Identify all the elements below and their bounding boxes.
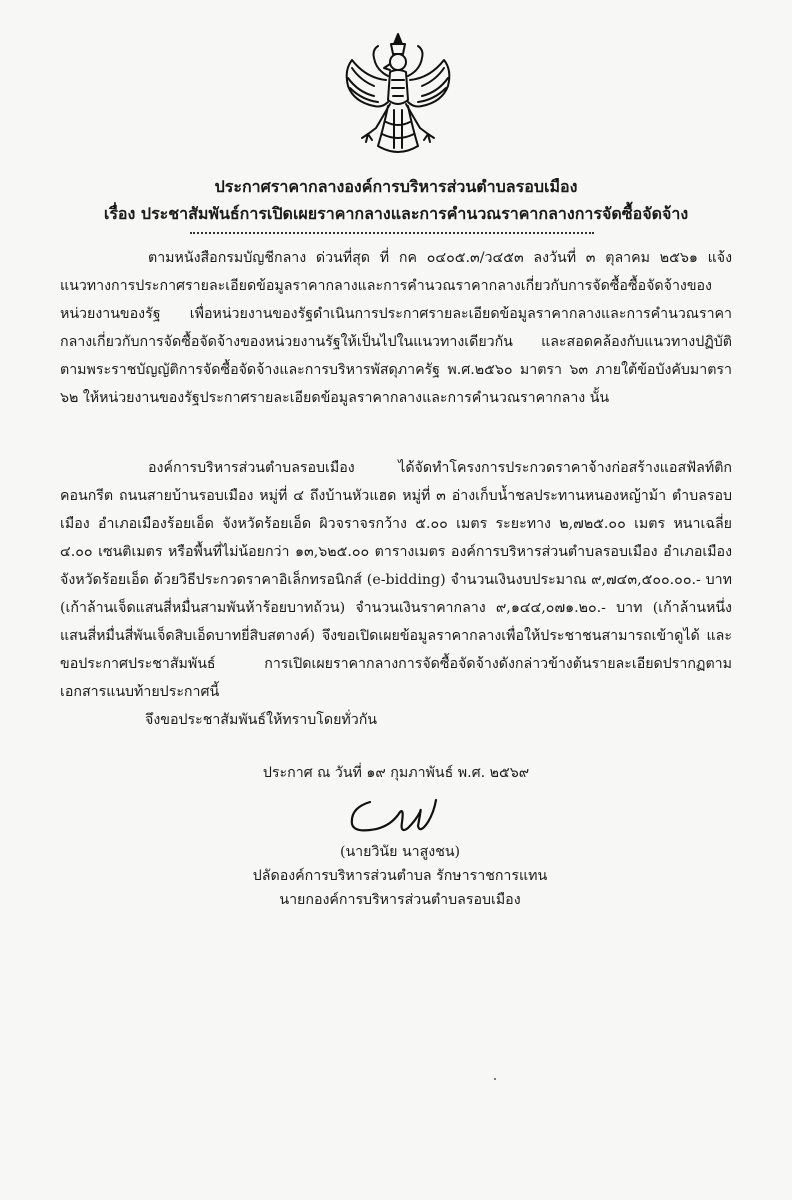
garuda-emblem-icon <box>338 30 458 162</box>
announcement-title: ประกาศราคากลางองค์การบริหารส่วนตำบลรอบเมือง <box>214 177 578 196</box>
body-paragraph-2: องค์การบริหารส่วนตำบลรอบเมือง ได้จัดทำโครงการประกวดราคาจ้างก่อสร้างแอสฟัลท์ติกคอนกรีต ถนนสายบ้านรอบเมือง หมู่ที่ ๔ ถึงบ้านหัวแฮด หมู่ที่ ๓ อ่างเก็บน้ำชลประทานหนองหญ้าม้า ตำบลรอบเมือง อำเภอเมืองร้อยเอ็ด จังหวัดร้อยเอ็ด ผิวจราจรกว้าง ๕.๐๐ เมตร ระยะทาง ๒,๗๒๕.๐๐ เมตร หนาเฉลี่ย ๔.๐๐ เซนติเมตร หรือพื้นที่ไม่น้อยกว่า ๑๓,๖๒๕.๐๐ ตารางเมตร องค์การบริหารส่วนตำบลรอบเมือง อำเภอเมือง จังหวัดร้อยเอ็ด ด้วยวิธีประกวดราคาอิเล็กทรอนิกส์ (e-bidding) จำนวนเงินงบประมาณ ๙,๗๔๓,๕๐๐.๐๐.- บาท (เก้าล้านเจ็ดแสนสี่หมื่นสามพันห้าร้อยบาทถ้วน) จำนวนเงินราคากลาง ๙,๑๔๔,๐๗๑.๒๐.- บาท (เก้าล้านหนึ่งแสนสี่หมื่นสี่พันเจ็ดสิบเอ็ดบาทยี่สิบสตางค์) จึงขอเปิดเผยข้อมูลราคากลางเพื่อให้ประชาชนสามารถเข้าดูได้ และขอประกาศประชาสัมพันธ์ การเปิดเผยราคากลางการจัดซื้อจัดจ้างดังกล่าวข้างต้นรายละเอียดปรากฏตามเอกสารแนบท้ายประกาศนี้ <box>60 460 732 700</box>
dotted-divider <box>190 232 594 234</box>
announcement-subject: เรื่อง ประชาสัมพันธ์การเปิดเผยราคากลางและการคำนวณราคากลางการจัดซื้อจัดจ้าง <box>103 204 689 223</box>
closing-statement: จึงขอประชาสัมพันธ์ให้ทราบโดยทั่วกัน <box>145 712 378 728</box>
signer-acting-position: นายกองค์การบริหารส่วนตำบลรอบเมือง <box>279 892 521 908</box>
paper-speck <box>494 1078 496 1080</box>
signer-name: (นายวินัย นาสูงชน) <box>339 844 461 860</box>
announcement-date: ประกาศ ณ วันที่ ๑๙ กุมภาพันธ์ พ.ศ. ๒๕๖๙ <box>262 765 530 781</box>
handwritten-signature <box>330 782 450 842</box>
body-paragraph-1: ตามหนังสือกรมบัญชีกลาง ด่วนที่สุด ที่ กค ๐๔๐๕.๓/ว๔๕๓ ลงวันที่ ๓ ตุลาคม ๒๕๖๑ แจ้งแนวทางการประกาศรายละเอียดข้อมูลราคากลางและการคำนวณราคากลางเกี่ยวกับการจัดซื้อซื้อจัดจ้างของหน่วยงานของรัฐ เพื่อหน่วยงานของรัฐดำเนินการประกาศรายละเอียดข้อมูลราคากลางและการคำนวณราคากลางเกี่ยวกับการจัดซื้อจัดจ้างของหน่วยงานรัฐให้เป็นไปในแนวทางเดียวกัน และสอดคล้องกับแนวทางปฏิบัติตามพระราชบัญญัติการจัดซื้อจัดจ้างและการบริหารพัสดุภาครัฐ พ.ศ.๒๕๖๐ มาตรา ๖๓ ภายใต้ข้อบังคับมาตรา ๖๒ ให้หน่วยงานของรัฐประกาศรายละเอียดข้อมูลราคากลางและการคำนวณราคากลาง นั้น <box>60 250 732 406</box>
signer-position: ปลัดองค์การบริหารส่วนตำบล รักษาราชการแทน <box>252 868 548 884</box>
